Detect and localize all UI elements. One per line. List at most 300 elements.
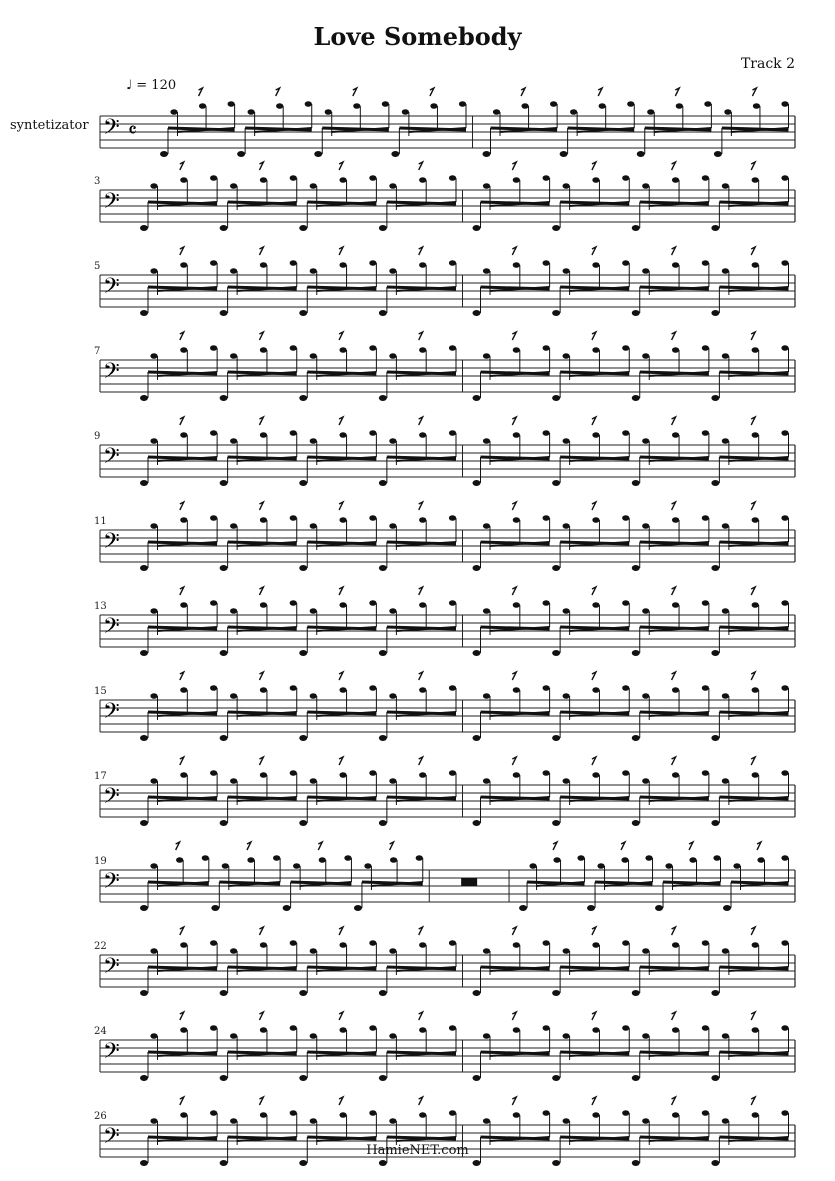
upper-note: [513, 517, 520, 523]
upper-note: [230, 693, 237, 699]
upper-note: [483, 1118, 490, 1124]
upper-note: [672, 517, 679, 523]
bass-note: [632, 650, 640, 656]
bass-note: [714, 151, 722, 157]
upper-note: [310, 183, 317, 189]
upper-note: [722, 1118, 729, 1124]
eighth-rest-icon: [419, 757, 423, 765]
bass-note: [140, 735, 148, 741]
upper-note: [339, 942, 346, 948]
upper-note: [543, 345, 550, 351]
upper-note: [382, 101, 389, 107]
eighth-rest-icon: [751, 672, 755, 680]
upper-note: [781, 770, 788, 776]
eighth-rest-icon: [751, 1012, 755, 1020]
upper-note: [563, 268, 570, 274]
bass-note: [220, 735, 228, 741]
upper-note: [339, 772, 346, 778]
eighth-rest-icon: [339, 757, 343, 765]
upper-note: [290, 685, 297, 691]
bass-note: [299, 225, 307, 231]
bass-note: [379, 565, 387, 571]
staff-system: [94, 842, 795, 911]
eighth-rest-icon: [276, 88, 280, 96]
score-title: Love Somebody: [313, 22, 522, 51]
eighth-rest-icon: [419, 247, 423, 255]
staff-system: [94, 927, 795, 996]
measure-number: 26: [94, 1111, 107, 1122]
bass-note: [379, 1075, 387, 1081]
upper-note: [180, 517, 187, 523]
upper-note: [369, 1025, 376, 1031]
upper-note: [563, 948, 570, 954]
upper-note: [622, 175, 629, 181]
upper-note: [592, 942, 599, 948]
upper-note: [210, 430, 217, 436]
bass-note: [711, 310, 719, 316]
measure-number: 3: [94, 176, 101, 187]
bass-note: [552, 1160, 560, 1166]
eighth-rest-icon: [512, 927, 516, 935]
staff-system: [94, 247, 795, 316]
bass-note: [632, 565, 640, 571]
upper-note: [752, 517, 759, 523]
upper-note: [592, 687, 599, 693]
upper-note: [722, 608, 729, 614]
eighth-rest-icon: [672, 1012, 676, 1020]
eighth-rest-icon: [180, 757, 184, 765]
upper-note: [483, 1033, 490, 1039]
upper-note: [642, 523, 649, 529]
bass-note: [632, 1075, 640, 1081]
upper-note: [449, 770, 456, 776]
upper-note: [597, 863, 604, 869]
upper-note: [513, 1027, 520, 1033]
eighth-rest-icon: [180, 672, 184, 680]
bass-note: [552, 225, 560, 231]
upper-note: [176, 857, 183, 863]
eighth-rest-icon: [339, 587, 343, 595]
upper-note: [150, 1033, 157, 1039]
bass-note: [379, 1160, 387, 1166]
measure: [473, 417, 789, 486]
upper-note: [483, 183, 490, 189]
upper-note: [724, 109, 731, 115]
eighth-rest-icon: [353, 88, 357, 96]
upper-note: [702, 515, 709, 521]
upper-note: [672, 177, 679, 183]
upper-note: [248, 109, 255, 115]
bass-note: [632, 990, 640, 996]
upper-note: [592, 432, 599, 438]
eighth-rest-icon: [592, 162, 596, 170]
bass-note: [220, 225, 228, 231]
bass-note: [473, 565, 481, 571]
eighth-rest-icon: [339, 672, 343, 680]
upper-note: [622, 600, 629, 606]
upper-note: [672, 347, 679, 353]
upper-note: [290, 175, 297, 181]
upper-note: [563, 1118, 570, 1124]
eighth-rest-icon: [751, 927, 755, 935]
upper-note: [419, 177, 426, 183]
upper-note: [642, 948, 649, 954]
bass-note: [552, 735, 560, 741]
bass-note: [140, 650, 148, 656]
eighth-rest-icon: [672, 247, 676, 255]
bass-note: [552, 990, 560, 996]
bass-note: [552, 480, 560, 486]
upper-note: [150, 608, 157, 614]
upper-note: [642, 1033, 649, 1039]
measure: [140, 162, 456, 231]
instrument-name: syntetizator: [10, 118, 89, 133]
upper-note: [513, 262, 520, 268]
measure-number: 17: [94, 771, 107, 782]
bass-note: [632, 395, 640, 401]
upper-note: [389, 353, 396, 359]
upper-note: [210, 1025, 217, 1031]
upper-note: [513, 942, 520, 948]
upper-note: [210, 1110, 217, 1116]
upper-note: [210, 345, 217, 351]
eighth-rest-icon: [419, 927, 423, 935]
bass-note: [140, 310, 148, 316]
bass-note: [379, 480, 387, 486]
bass-note: [632, 310, 640, 316]
bass-note: [560, 151, 568, 157]
eighth-rest-icon: [339, 1012, 343, 1020]
bass-note: [552, 650, 560, 656]
upper-note: [622, 1110, 629, 1116]
upper-note: [781, 855, 788, 861]
bass-note: [632, 820, 640, 826]
upper-note: [389, 268, 396, 274]
upper-note: [622, 940, 629, 946]
upper-note: [260, 347, 267, 353]
measure: [140, 587, 456, 656]
bass-note: [711, 480, 719, 486]
upper-note: [419, 517, 426, 523]
upper-note: [642, 268, 649, 274]
upper-note: [543, 260, 550, 266]
upper-note: [150, 863, 157, 869]
upper-note: [199, 103, 206, 109]
upper-note: [369, 430, 376, 436]
upper-note: [563, 523, 570, 529]
bass-note: [473, 310, 481, 316]
eighth-rest-icon: [751, 247, 755, 255]
upper-note: [483, 268, 490, 274]
bass-note: [711, 1160, 719, 1166]
upper-note: [260, 772, 267, 778]
upper-note: [592, 602, 599, 608]
bass-note: [140, 990, 148, 996]
eighth-rest-icon: [512, 1097, 516, 1105]
upper-note: [733, 863, 740, 869]
upper-note: [210, 260, 217, 266]
upper-note: [722, 523, 729, 529]
upper-note: [529, 863, 536, 869]
upper-note: [592, 772, 599, 778]
eighth-rest-icon: [592, 757, 596, 765]
whole-rest-icon: [461, 878, 477, 882]
upper-note: [260, 602, 267, 608]
bass-note: [473, 480, 481, 486]
bass-note: [140, 225, 148, 231]
upper-note: [150, 183, 157, 189]
eighth-rest-icon: [751, 332, 755, 340]
upper-note: [369, 345, 376, 351]
upper-note: [642, 1118, 649, 1124]
measure: [473, 502, 789, 571]
measure: [473, 332, 789, 401]
upper-note: [369, 260, 376, 266]
upper-note: [416, 855, 423, 861]
bass-note: [723, 905, 731, 911]
eighth-rest-icon: [751, 1097, 755, 1105]
upper-note: [369, 175, 376, 181]
bass-note: [140, 905, 148, 911]
upper-note: [290, 515, 297, 521]
upper-note: [319, 857, 326, 863]
bass-note: [711, 395, 719, 401]
eighth-rest-icon: [259, 927, 263, 935]
eighth-rest-icon: [180, 587, 184, 595]
eighth-rest-icon: [259, 587, 263, 595]
eighth-rest-icon: [339, 162, 343, 170]
eighth-rest-icon: [672, 417, 676, 425]
upper-note: [722, 438, 729, 444]
upper-note: [449, 1110, 456, 1116]
upper-note: [230, 523, 237, 529]
bass-note: [711, 820, 719, 826]
upper-note: [369, 600, 376, 606]
upper-note: [310, 1033, 317, 1039]
upper-note: [543, 600, 550, 606]
upper-note: [642, 438, 649, 444]
bass-note: [711, 565, 719, 571]
measure-number: 11: [94, 516, 107, 527]
upper-note: [592, 517, 599, 523]
upper-note: [260, 432, 267, 438]
upper-note: [592, 262, 599, 268]
eighth-rest-icon: [672, 162, 676, 170]
bass-note: [299, 990, 307, 996]
bass-note: [473, 735, 481, 741]
bass-note: [220, 395, 228, 401]
eighth-rest-icon: [672, 672, 676, 680]
eighth-rest-icon: [672, 757, 676, 765]
upper-note: [550, 101, 557, 107]
bass-note: [140, 1160, 148, 1166]
upper-note: [483, 693, 490, 699]
upper-note: [513, 1112, 520, 1118]
measure: [473, 587, 789, 656]
upper-note: [339, 262, 346, 268]
eighth-rest-icon: [512, 162, 516, 170]
measure: [140, 417, 456, 486]
upper-note: [310, 1118, 317, 1124]
upper-note: [645, 855, 652, 861]
bass-note: [552, 1075, 560, 1081]
upper-note: [230, 1118, 237, 1124]
upper-note: [389, 948, 396, 954]
upper-note: [642, 608, 649, 614]
eighth-rest-icon: [757, 842, 761, 850]
eighth-rest-icon: [180, 332, 184, 340]
eighth-rest-icon: [180, 1097, 184, 1105]
upper-note: [430, 103, 437, 109]
upper-note: [228, 101, 235, 107]
eighth-rest-icon: [318, 842, 322, 850]
measure-number: 15: [94, 686, 107, 697]
upper-note: [180, 1027, 187, 1033]
bass-note: [379, 990, 387, 996]
upper-note: [483, 523, 490, 529]
eighth-rest-icon: [512, 502, 516, 510]
measure: [473, 247, 789, 316]
eighth-rest-icon: [512, 672, 516, 680]
measure: [461, 878, 477, 886]
upper-note: [290, 260, 297, 266]
upper-note: [419, 687, 426, 693]
eighth-rest-icon: [259, 1012, 263, 1020]
bass-note: [140, 820, 148, 826]
upper-note: [702, 345, 709, 351]
upper-note: [642, 353, 649, 359]
eighth-rest-icon: [419, 417, 423, 425]
upper-note: [389, 438, 396, 444]
upper-note: [389, 693, 396, 699]
eighth-rest-icon: [419, 1012, 423, 1020]
eighth-rest-icon: [259, 1097, 263, 1105]
upper-note: [622, 260, 629, 266]
bass-note: [711, 1075, 719, 1081]
upper-note: [210, 940, 217, 946]
upper-note: [310, 353, 317, 359]
measure: [519, 842, 789, 911]
upper-note: [752, 432, 759, 438]
upper-note: [210, 175, 217, 181]
upper-note: [389, 183, 396, 189]
bass-note: [237, 151, 245, 157]
upper-note: [599, 103, 606, 109]
bass-note: [140, 480, 148, 486]
staff-system: [94, 1012, 795, 1081]
upper-note: [702, 1110, 709, 1116]
upper-note: [210, 685, 217, 691]
upper-note: [260, 517, 267, 523]
upper-note: [513, 177, 520, 183]
upper-note: [459, 101, 466, 107]
bass-note: [632, 480, 640, 486]
upper-note: [310, 438, 317, 444]
bass-note: [473, 1160, 481, 1166]
upper-note: [230, 353, 237, 359]
upper-note: [310, 608, 317, 614]
upper-note: [419, 432, 426, 438]
upper-note: [722, 1033, 729, 1039]
upper-note: [722, 693, 729, 699]
bass-note: [473, 650, 481, 656]
upper-note: [325, 109, 332, 115]
bass-note: [220, 1160, 228, 1166]
eighth-rest-icon: [180, 502, 184, 510]
eighth-rest-icon: [339, 417, 343, 425]
eighth-rest-icon: [180, 927, 184, 935]
eighth-rest-icon: [259, 417, 263, 425]
bass-note: [552, 310, 560, 316]
upper-note: [369, 940, 376, 946]
eighth-rest-icon: [592, 672, 596, 680]
bass-note: [637, 151, 645, 157]
upper-note: [273, 855, 280, 861]
eighth-rest-icon: [621, 842, 625, 850]
eighth-rest-icon: [339, 502, 343, 510]
bass-note: [587, 905, 595, 911]
eighth-rest-icon: [419, 1097, 423, 1105]
upper-note: [672, 1112, 679, 1118]
upper-note: [757, 857, 764, 863]
upper-note: [170, 109, 177, 115]
bass-note: [354, 905, 362, 911]
upper-note: [230, 608, 237, 614]
upper-note: [449, 260, 456, 266]
upper-note: [622, 430, 629, 436]
eighth-rest-icon: [752, 88, 756, 96]
staff-system: [94, 332, 795, 401]
upper-note: [752, 1027, 759, 1033]
upper-note: [622, 770, 629, 776]
upper-note: [563, 353, 570, 359]
eighth-rest-icon: [180, 247, 184, 255]
upper-note: [543, 685, 550, 691]
upper-note: [622, 345, 629, 351]
upper-note: [563, 438, 570, 444]
bass-note: [220, 650, 228, 656]
bass-clef-icon: 𝄢: [103, 869, 120, 899]
bass-clef-icon: 𝄢: [103, 529, 120, 559]
upper-note: [449, 515, 456, 521]
measure-number: 7: [94, 346, 101, 357]
measure: [140, 332, 456, 401]
upper-note: [592, 1112, 599, 1118]
upper-note: [543, 515, 550, 521]
bass-note: [473, 990, 481, 996]
eighth-rest-icon: [672, 927, 676, 935]
eighth-rest-icon: [419, 162, 423, 170]
bass-note: [140, 1075, 148, 1081]
upper-note: [642, 778, 649, 784]
upper-note: [310, 523, 317, 529]
measure: [473, 672, 789, 741]
upper-note: [260, 1112, 267, 1118]
upper-note: [260, 262, 267, 268]
tempo-value: = 120: [136, 78, 177, 93]
eighth-rest-icon: [339, 1097, 343, 1105]
upper-note: [752, 772, 759, 778]
measure: [473, 927, 789, 996]
staff-system: [94, 672, 795, 741]
bass-clef-icon: 𝄢: [103, 1124, 120, 1154]
upper-note: [592, 1027, 599, 1033]
upper-note: [180, 432, 187, 438]
upper-note: [260, 1027, 267, 1033]
upper-note: [150, 268, 157, 274]
eighth-rest-icon: [176, 842, 180, 850]
upper-note: [247, 857, 254, 863]
